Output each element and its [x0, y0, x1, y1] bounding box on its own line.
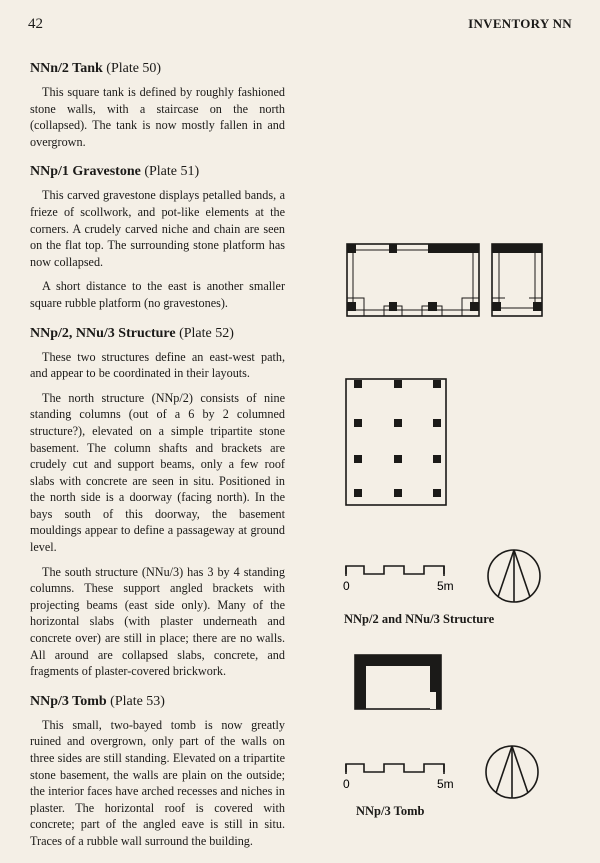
page-number: 42 — [28, 16, 43, 32]
scale-start-label: 0 — [343, 579, 350, 592]
section-heading — [30, 60, 285, 78]
scale-bar — [340, 560, 470, 592]
paragraph: This square tank is defined by roughly fashioned stone walls, with a staircase on the north (collapsed). The tank is now mostly fallen in and overgrown. — [30, 85, 285, 149]
scale-start-label: 0 — [343, 777, 350, 790]
heading-id: NNp/2, NNu/3 Structure — [30, 325, 176, 341]
section-heading — [30, 693, 285, 711]
tomb-plan — [352, 652, 444, 712]
north-arrow-icon — [484, 546, 544, 606]
heading-plate: (Plate 52) — [175, 325, 234, 341]
figure-caption-tomb: NNp/3 Tomb — [356, 804, 425, 818]
paragraph: The north structure (NNp/2) consists of nine standing columns (out of a 6 by 2 columned structure?), elevated on a simple tripartite stone basement. The column shafts and brackets are crudely cut and support beams, only a few roof slabs with concrete are seen in situ. Positioned in the north side is a doorway (facing north). In the bays south of this doorway, the basement mouldings appear to define a passageway at ground level. — [30, 390, 285, 555]
section-nnp1-gravestone — [30, 163, 285, 311]
heading-id: NNn/2 Tank — [30, 61, 103, 76]
figure-caption-structure: NNp/2 and NNu/3 Structure — [344, 612, 495, 626]
paragraph: This small, two-bayed tomb is now greatly ruined and overgrown, only part of the walls on three sides are still standing. Elevated on a tripartite stone basement, the walls are plain on the outside; the interior faces have arched recesses and niches in plaster. The horizontal roof is covered with concrete; part of the angled eave is still in situ. Traces of a rubble wall surround the building. — [30, 717, 285, 848]
section-nnp3-tomb — [30, 693, 285, 850]
north-structure-elevation — [489, 240, 547, 320]
paragraph: The south structure (NNu/3) has 3 by 4 standing columns. These support angled brackets with projecting beams (east side only). Many of the horizontal slabs (with plaster underneath and concrete over) are still in place; there are no walls. All around are collapsed slabs, concrete, and fragments of plaster-covered brickwork. — [30, 564, 285, 679]
section-heading — [30, 325, 285, 343]
paragraph: A short distance to the east is another smaller square rubble platform (no gravestones). — [30, 279, 285, 310]
paragraph: These two structures define an east-west path, and appear to be coordinated in their layouts. — [30, 349, 285, 381]
scale-end-label: 5m — [437, 579, 454, 592]
section-nnp2-nnu3-structure — [30, 325, 285, 680]
heading-plate: (Plate 53) — [106, 693, 165, 709]
running-head: INVENTORY NN — [468, 16, 572, 31]
section-nnn2-tank — [30, 60, 285, 150]
paragraph: This carved gravestone displays petalled bands, a frieze of scollwork, and pot-like elements at the corners. A crudely carved niche and chain are seen on the flat top. The surrounding stone platform has now collapsed. — [30, 188, 285, 269]
heading-plate: (Plate 51) — [140, 164, 200, 180]
heading-id: NNp/3 Tomb — [30, 693, 107, 709]
north-arrow-icon — [482, 742, 542, 802]
text-column — [30, 60, 285, 863]
section-heading — [30, 163, 285, 181]
heading-plate: (Plate 50) — [102, 61, 162, 76]
scale-bar — [340, 758, 470, 790]
south-structure-plan — [342, 375, 452, 510]
scale-end-label: 5m — [437, 777, 454, 790]
heading-id: NNp/1 Gravestone — [30, 164, 141, 180]
north-structure-plan — [344, 240, 484, 320]
